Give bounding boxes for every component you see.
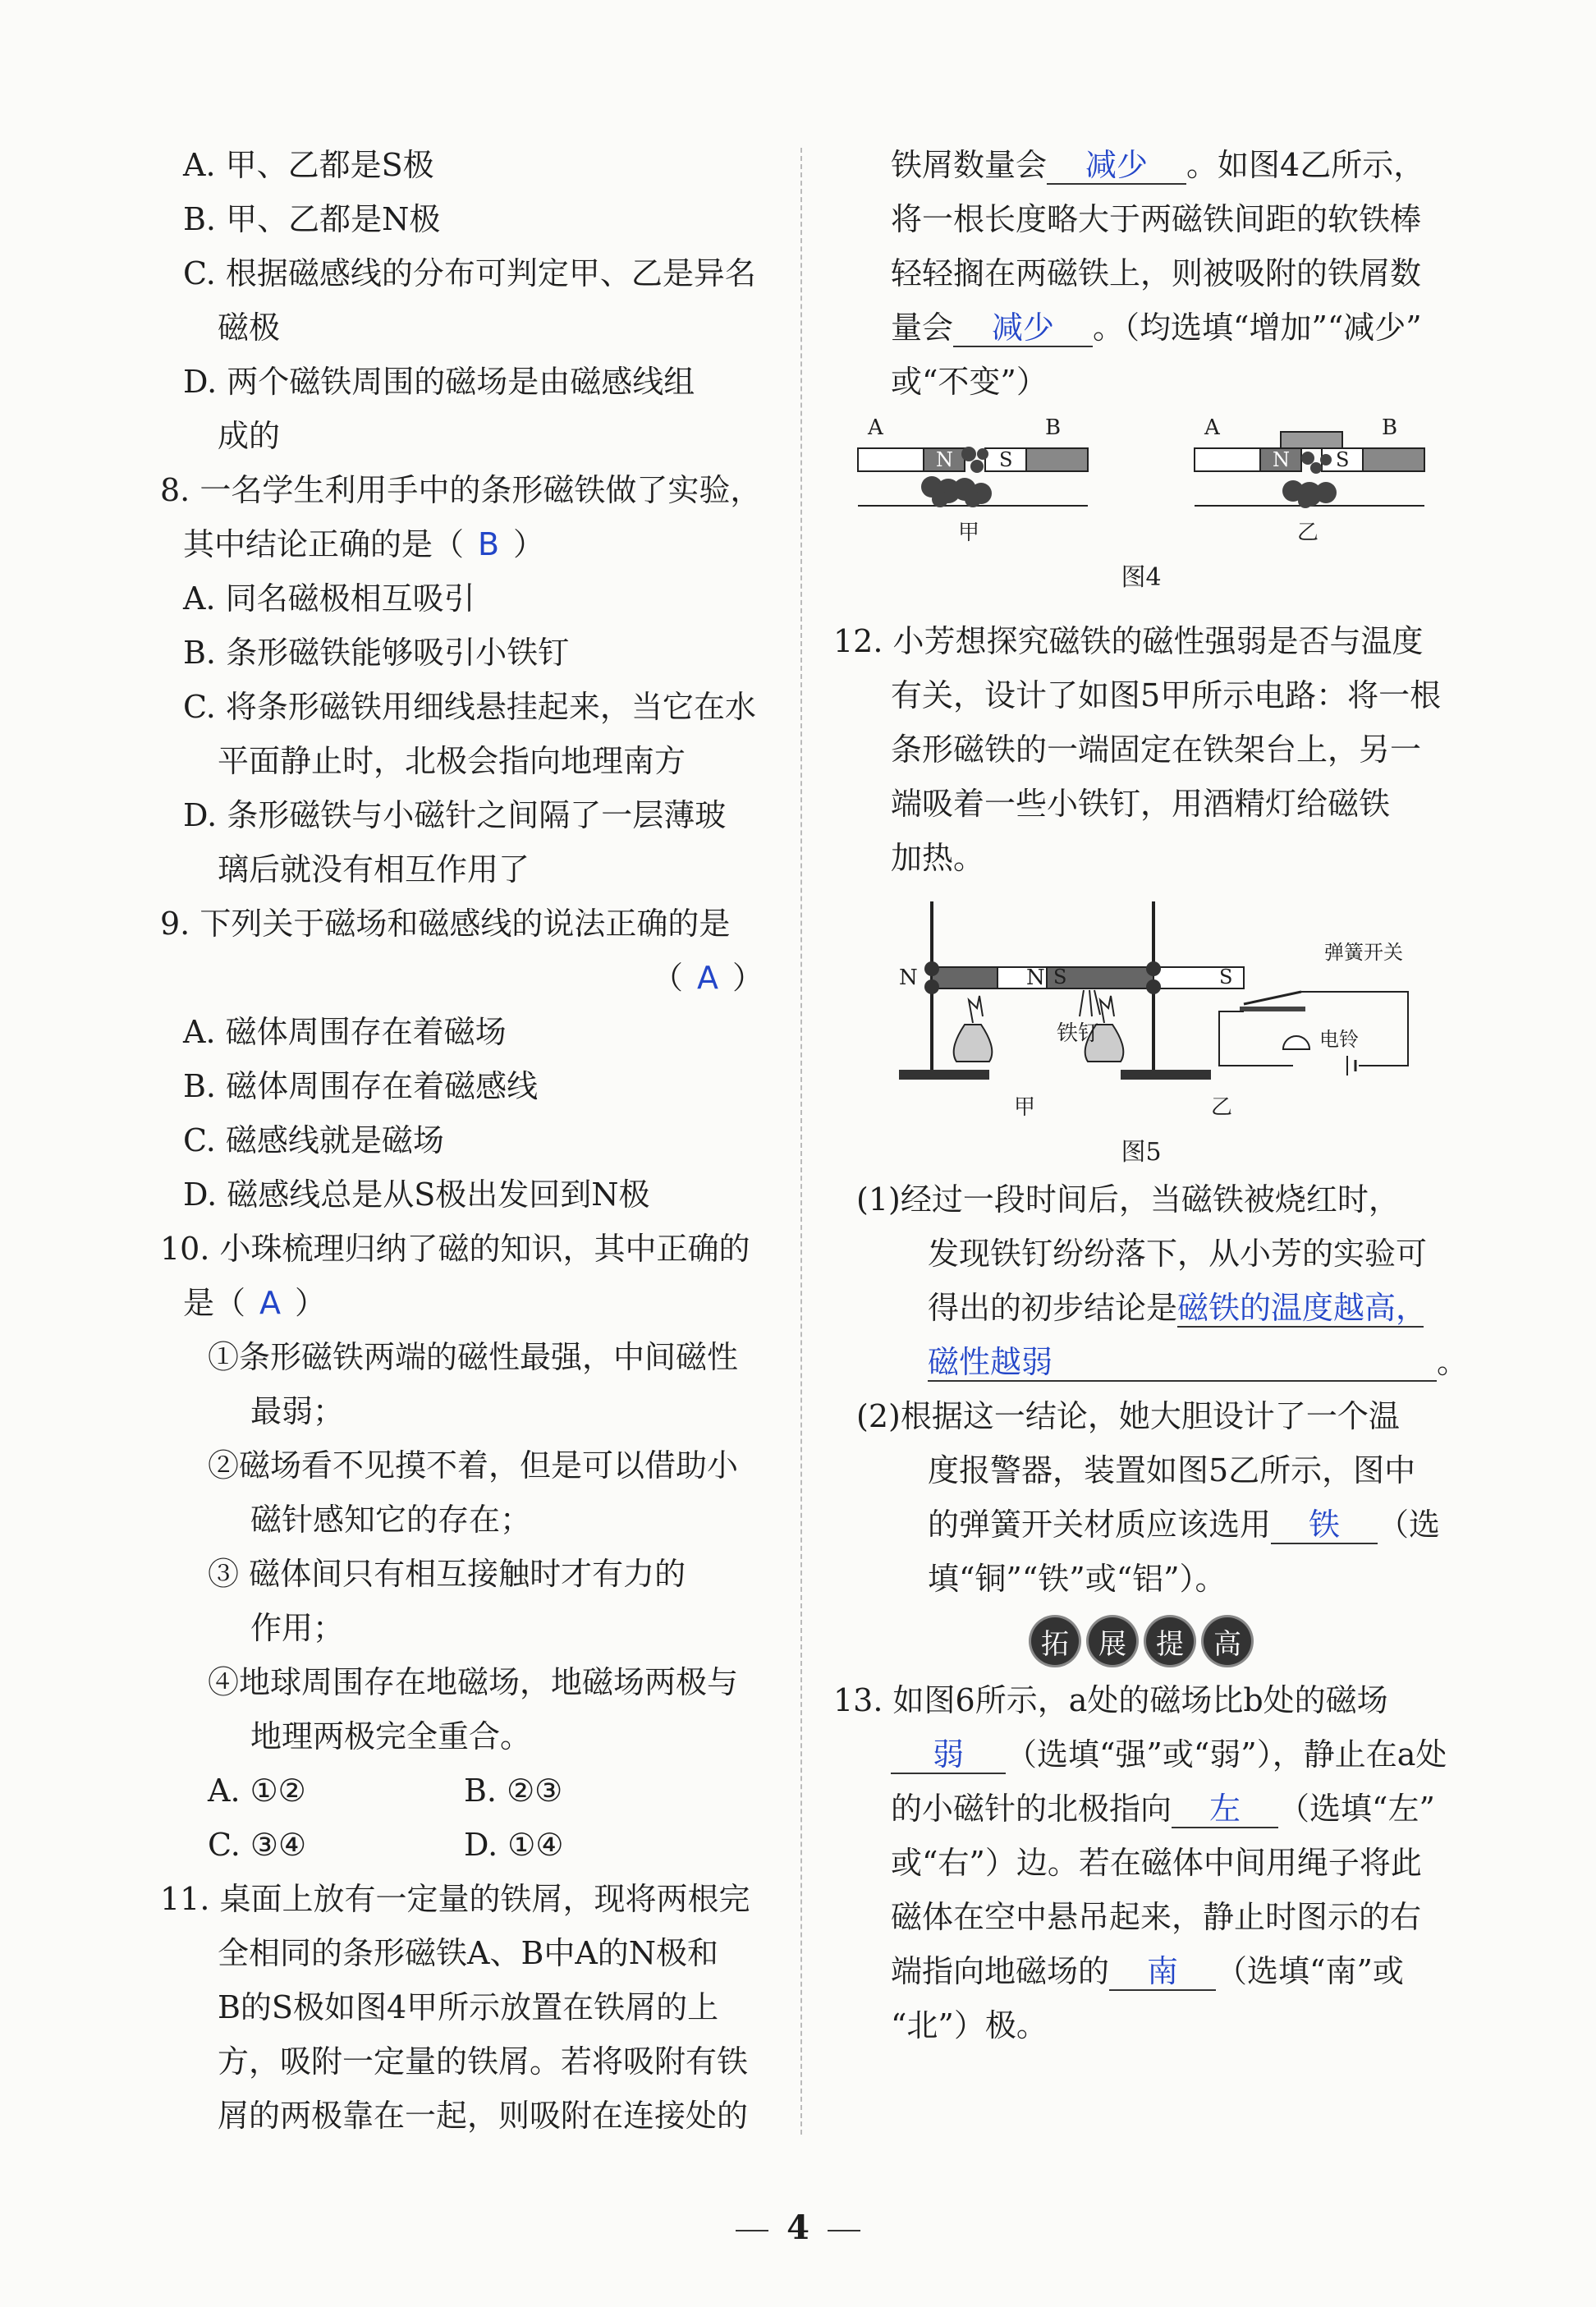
figure-5 [833, 893, 1449, 1172]
q10-option-d: D. ①④ [464, 1827, 564, 1863]
fig4-caption-yi: 乙 [1297, 521, 1319, 545]
q12-2-line-2: 度报警器，装置如图5乙所示，图中 [928, 1452, 1416, 1488]
q12-1-line-4 [833, 1335, 1469, 1389]
q7-option-a: A. 甲、乙都是S极 [183, 147, 434, 183]
q12-1-period: 。 [1437, 1344, 1469, 1380]
q12-line-2: 有关，设计了如图5甲所示电路：将一根 [891, 677, 1442, 713]
page-number [0, 2208, 1596, 2247]
q13-line-7: “北”）极。 [891, 2007, 1048, 2043]
fig5-label-bell: 电铃 [1319, 1028, 1359, 1051]
q11-line-1: 11. 桌面上放有一定量的铁屑，现将两根完 [160, 1881, 750, 1917]
fig5-label-n-jia: N [899, 965, 918, 990]
q12-1-line-1: (1)经过一段时间后，当磁铁被烧红时， [856, 1181, 1400, 1218]
q12-2-line-1: (2)根据这一结论，她大胆设计了一个温 [856, 1398, 1400, 1434]
q10-option-c: C. ③④ [208, 1827, 307, 1863]
q12-line-4: 端吸着一些小铁钉，用酒精灯给磁铁 [891, 786, 1391, 822]
fig4-label-s-yi: S [1336, 448, 1350, 471]
q11-blank-2: 减少 [953, 310, 1093, 347]
q7-option-d-cont: 成的 [218, 418, 281, 454]
q8-answer: B [477, 526, 500, 562]
q8-option-c-cont: 平面静止时，北极会指向地理南方 [218, 743, 686, 779]
q11-cont-1 [833, 138, 1449, 192]
q9-option-d: D. 磁感线总是从S极出发回到N极 [183, 1176, 650, 1213]
q7-option-b: B. 甲、乙都是N极 [183, 201, 441, 237]
q8-stem-cont [160, 517, 772, 571]
q8-stem: 8. 一名学生利用手中的条形磁铁做了实验， [160, 472, 762, 508]
left-column [160, 138, 772, 2143]
q12-line-5: 加热。 [891, 840, 985, 876]
q9-open: （ [651, 960, 683, 996]
q10-item-4: ④地球周围存在地磁场，地磁场两极与 [208, 1664, 739, 1700]
q13-text: （选填“左” [1278, 1791, 1435, 1827]
q9-option-c: C. 磁感线就是磁场 [183, 1122, 444, 1158]
q13-line-3 [833, 1782, 1449, 1836]
q12-2-line-4: 填“铜”“铁”或“铝”）。 [928, 1561, 1227, 1597]
badge-char: 展 [1089, 1617, 1136, 1665]
q13-blank-3: 南 [1109, 1953, 1216, 1991]
q11-text: 。（均选填“增加”“减少” [1093, 310, 1422, 346]
q13-line-5: 磁体在空中悬吊起来，静止时图示的右 [891, 1899, 1422, 1935]
fig4-label-a-jia: A [868, 415, 883, 440]
fig4-caption-jia: 甲 [958, 521, 980, 545]
badge-char: 提 [1146, 1617, 1194, 1665]
fig4-label-b-yi: B [1382, 415, 1398, 440]
fig4-label-s-jia: S [999, 448, 1013, 471]
q10-close: ） [295, 1285, 327, 1321]
q12-line-1: 12. 小芳想探究磁铁的磁性强弱是否与温度 [833, 623, 1424, 659]
q12-1-line-2: 发现铁钉纷纷落下，从小芳的实验可 [928, 1236, 1428, 1272]
q13-line-2 [833, 1727, 1449, 1782]
fig5-label-nails: 铁钉 [1057, 1021, 1100, 1046]
q8-option-c: C. 将条形磁铁用细线悬挂起来，当它在水 [183, 689, 756, 725]
q10-option-a: A. ①② [208, 1773, 306, 1809]
q13-text: 端指向地磁场的 [891, 1953, 1110, 1989]
q9-close: ） [732, 960, 764, 996]
q10-item-2: ②磁场看不见摸不着，但是可以借助小 [208, 1447, 739, 1484]
q12-line-3: 条形磁铁的一端固定在铁架台上，另一 [891, 732, 1422, 768]
q12-1-text: 得出的初步结论是 [928, 1290, 1178, 1326]
q9-option-b: B. 磁体周围存在着磁感线 [183, 1068, 539, 1104]
fig4-label-n-yi: N [1273, 448, 1290, 471]
q11-cont-5: 或“不变”） [891, 364, 1048, 400]
fig4-caption: 图4 [1121, 563, 1162, 592]
q13-text: （选填“南”或 [1216, 1953, 1404, 1989]
q12-2-text: 的弹簧开关材质应该选用 [928, 1507, 1272, 1543]
q8-option-a: A. 同名磁极相互吸引 [183, 580, 475, 617]
q12-2-blank: 铁 [1271, 1507, 1378, 1544]
q8-close: ） [513, 526, 545, 562]
q10-item-1-cont: 最弱； [250, 1393, 345, 1429]
fig5-label-n-yi: N [1026, 965, 1045, 990]
q10-options-cd [160, 1818, 772, 1872]
badge-char: 拓 [1031, 1617, 1079, 1665]
fig5-caption: 图5 [1121, 1138, 1162, 1167]
page-number-value: 4 [787, 2208, 809, 2247]
fig4-label-b-jia: B [1045, 415, 1062, 440]
column-divider [800, 148, 802, 2135]
q10-item-2-cont: 磁针感知它的存在； [250, 1502, 532, 1538]
fig5-label-s-yi: S [1219, 965, 1233, 988]
q10-stem: 10. 小珠梳理归纳了磁的知识，其中正确的 [160, 1231, 750, 1267]
q9-stem: 9. 下列关于磁场和磁感线的说法正确的是 [160, 906, 731, 942]
q12-1-blank-part1: 磁铁的温度越高， [1177, 1290, 1428, 1326]
q9-answer: A [696, 960, 718, 996]
q10-item-3: ③ 磁体间只有相互接触时才有力的 [208, 1556, 686, 1592]
q11-text: 铁屑数量会 [891, 147, 1048, 183]
q11-text: 。如图4乙所示， [1186, 147, 1425, 183]
q12-1-line-3 [833, 1281, 1449, 1335]
q10-stem-cont [160, 1276, 772, 1330]
q9-option-a: A. 磁体周围存在着磁场 [183, 1014, 507, 1050]
fig5-label-s-jia: S [1053, 965, 1067, 988]
q12-2-text: （选 [1378, 1507, 1441, 1543]
q11-cont-4 [833, 300, 1449, 355]
q10-answer: A [259, 1285, 282, 1321]
section-badge-expand [833, 1617, 1449, 1665]
q7-option-d: D. 两个磁铁周围的磁场是由磁感线组 [183, 364, 695, 400]
q12-1-blank-part2: 磁性越弱 [928, 1344, 1437, 1382]
q11-line-2: 全相同的条形磁铁A、B中A的N极和 [218, 1935, 719, 1971]
right-column [833, 138, 1469, 2052]
q10-option-b: B. ②③ [464, 1773, 563, 1809]
q8-option-d: D. 条形磁铁与小磁针之间隔了一层薄玻 [183, 797, 727, 833]
q12-2-line-3 [833, 1497, 1449, 1552]
q13-text: 的小磁针的北极指向 [891, 1791, 1172, 1827]
q10-item-4-cont: 地理两极完全重合。 [250, 1718, 532, 1754]
q13-blank-2: 左 [1172, 1791, 1278, 1828]
q10-item-3-cont: 作用； [250, 1610, 345, 1646]
q10-stem-text: 是（ [183, 1285, 246, 1321]
q11-cont-3: 轻轻搁在两磁铁上，则被吸附的铁屑数 [891, 255, 1422, 291]
q13-text: （选填“强”或“弱”），静止在a处 [1006, 1736, 1447, 1773]
q13-line-6 [833, 1944, 1449, 1998]
fig5-label-spring-switch: 弹簧开关 [1324, 941, 1403, 964]
q9-answer-line [160, 951, 772, 1005]
q11-line-3: B的S极如图4甲所示放置在铁屑的上 [218, 1989, 719, 2025]
q11-cont-2: 将一根长度略大于两磁铁间距的软铁棒 [891, 201, 1422, 237]
q10-options-ab [160, 1764, 772, 1818]
q11-line-4: 方，吸附一定量的铁屑。若将吸附有铁 [218, 2043, 749, 2080]
fig5-caption-yi: 乙 [1211, 1095, 1233, 1120]
figure-4 [833, 409, 1449, 606]
q11-text: 量会 [891, 310, 954, 346]
fig4-label-n-jia: N [936, 448, 953, 471]
q7-option-c: C. 根据磁感线的分布可判定甲、乙是异名 [183, 255, 756, 291]
badge-char: 高 [1204, 1617, 1251, 1665]
q11-blank-1: 减少 [1047, 147, 1186, 185]
q8-stem-text: 其中结论正确的是（ [183, 526, 465, 562]
fig4-label-a-yi: A [1204, 415, 1220, 440]
q10-item-1: ①条形磁铁两端的磁性最强，中间磁性 [208, 1339, 739, 1375]
q11-line-5: 屑的两极靠在一起，则吸附在连接处的 [218, 2098, 749, 2134]
fig5-caption-jia: 甲 [1014, 1095, 1036, 1120]
q13-line-1: 13. 如图6所示，a处的磁场比b处的磁场 [833, 1682, 1388, 1718]
q13-line-4: 或“右”）边。若在磁体中间用绳子将此 [891, 1845, 1422, 1881]
q7-option-c-cont: 磁极 [218, 310, 281, 346]
q8-option-d-cont: 璃后就没有相互作用了 [218, 851, 530, 887]
q8-option-b: B. 条形磁铁能够吸引小铁钉 [183, 635, 570, 671]
q13-blank-1: 弱 [891, 1736, 1006, 1774]
